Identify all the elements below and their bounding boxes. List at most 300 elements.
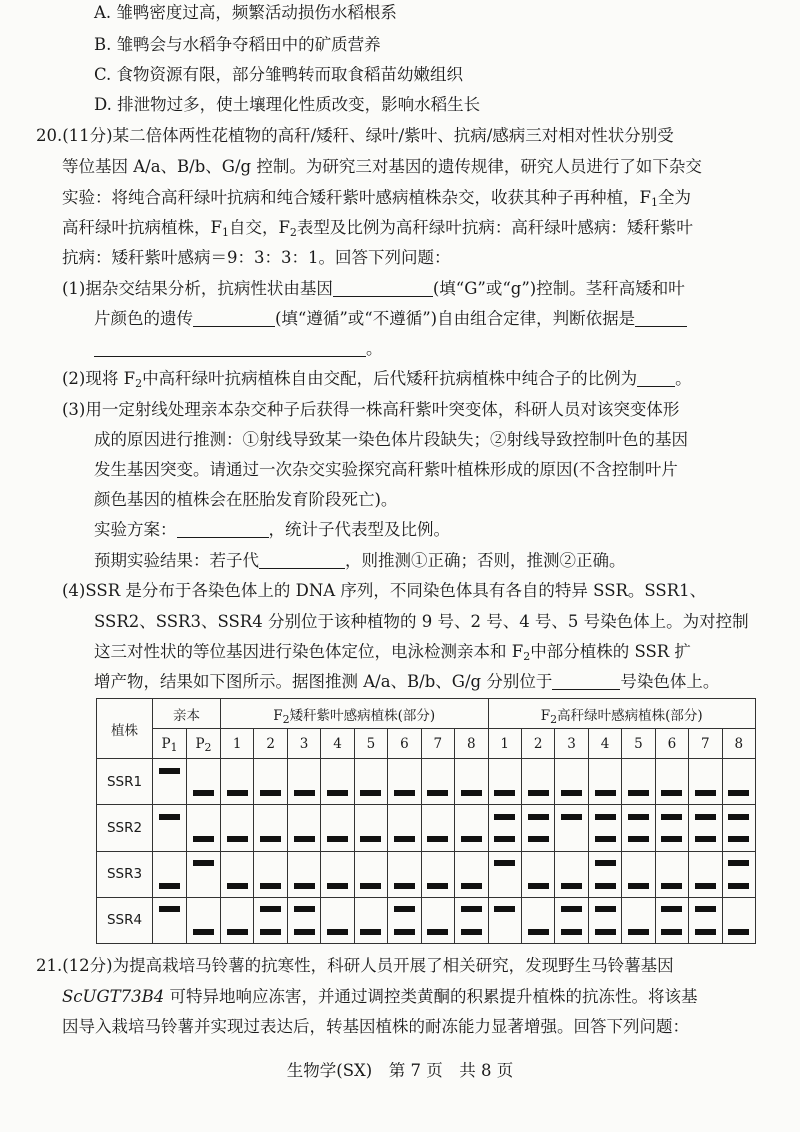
band-cell (655, 782, 688, 805)
band-cell (689, 874, 722, 897)
plant-number-header: 8 (722, 729, 755, 759)
electrophoresis-band (294, 836, 315, 842)
q20-line-1: 20.(11分)某二倍体两性花植物的高秆/矮秆、绿叶/紫叶、抗病/感病三对相对性状分别受 (36, 126, 674, 145)
plant-number-header: 3 (287, 729, 320, 759)
band-cell (187, 805, 221, 828)
band-cell (388, 805, 421, 828)
band-cell (254, 897, 287, 920)
band-cell (421, 759, 454, 782)
band-cell (521, 851, 554, 874)
electrophoresis-band (595, 883, 616, 889)
q20-line-4: 高秆绿叶抗病植株，$F_1$自交，$F_2$表型及比例为高秆绿叶抗病：高秆绿叶感病：矮秆紫叶 (62, 218, 693, 239)
q20-part2: (2)现将 $F_2$中高秆绿叶抗病植株自由交配，后代矮秆抗病植株中纯合子的比例为 。 (62, 369, 692, 390)
plant-number-header: 6 (655, 729, 688, 759)
electrophoresis-band (595, 929, 616, 935)
band-cell (455, 759, 488, 782)
band-row-lower (97, 782, 756, 805)
band-cell (455, 897, 488, 920)
q20-part1-line-3: 。 (94, 339, 383, 359)
q20-part3-line-2: 成的原因进行推测：①射线导致某一染色体片段缺失；②射线导致控制叶色的基因 (94, 430, 688, 449)
band-row-upper (97, 897, 756, 920)
band-cell (521, 805, 554, 828)
electrophoresis-band (227, 790, 248, 796)
electrophoresis-band (327, 790, 348, 796)
band-cell (421, 874, 454, 897)
q20-part3-plan: 实验方案： ，统计子代表型及比例。 (94, 520, 450, 539)
electrophoresis-band (427, 929, 448, 935)
electrophoresis-band (695, 883, 716, 889)
band-cell (221, 828, 254, 851)
q21-line-1: 21.(12分)为提高栽培马铃薯的抗寒性，科研人员开展了相关研究，发现野生马铃薯基因 (36, 956, 674, 975)
band-cell (488, 874, 521, 897)
electrophoresis-band (461, 790, 482, 796)
electrophoresis-band (595, 860, 616, 866)
band-cell (689, 828, 722, 851)
band-cell (488, 828, 521, 851)
band-cell (655, 805, 688, 828)
plant-number-header: 7 (689, 729, 722, 759)
electrophoresis-band (695, 929, 716, 935)
band-cell (321, 828, 354, 851)
band-cell (521, 897, 554, 920)
band-cell (287, 828, 320, 851)
electrophoresis-band (260, 929, 281, 935)
band-cell (588, 897, 621, 920)
band-cell (321, 897, 354, 920)
electrophoresis-band (227, 883, 248, 889)
electrophoresis-band (595, 836, 616, 842)
band-cell (455, 851, 488, 874)
band-cell (153, 874, 187, 897)
electrophoresis-band (561, 929, 582, 935)
electrophoresis-band (461, 929, 482, 935)
band-cell (521, 874, 554, 897)
band-cell (354, 828, 387, 851)
band-cell (455, 805, 488, 828)
band-cell (622, 782, 655, 805)
q20-part3-line-3: 发生基因突变。请通过一次杂交实验探究高秆紫叶植株形成的原因(不含控制叶片 (94, 460, 678, 479)
band-cell (722, 874, 755, 897)
plant-number-header: 5 (354, 729, 387, 759)
band-cell (655, 874, 688, 897)
electrophoresis-band (628, 836, 649, 842)
q20-part4-line-3: 这三对性状的等位基因进行染色体定位，电泳检测亲本和 $F_2$中部分植株的 SSR 扩 (94, 642, 691, 663)
band-cell (722, 759, 755, 782)
plant-number-header: 3 (555, 729, 588, 759)
electrophoresis-band (294, 906, 315, 912)
band-cell (254, 828, 287, 851)
band-cell (488, 782, 521, 805)
electrophoresis-band (227, 836, 248, 842)
electrophoresis-band (260, 836, 281, 842)
table-subheader-row (97, 729, 756, 759)
band-cell (221, 874, 254, 897)
answer-blank[interactable] (193, 310, 275, 327)
electrophoresis-band (728, 860, 749, 866)
electrophoresis-band (260, 906, 281, 912)
band-cell (221, 897, 254, 920)
band-cell (153, 805, 187, 828)
electrophoresis-band (360, 790, 381, 796)
band-row-upper (97, 851, 756, 874)
electrophoresis-band (661, 814, 682, 820)
electrophoresis-band (628, 814, 649, 820)
electrophoresis-band (193, 790, 214, 796)
electrophoresis-band (394, 790, 415, 796)
band-cell (287, 782, 320, 805)
electrophoresis-band (561, 790, 582, 796)
electrophoresis-band (260, 790, 281, 796)
plant-number-header: 6 (388, 729, 421, 759)
p2-header: $P_2$ (187, 729, 221, 759)
band-cell (488, 851, 521, 874)
electrophoresis-band (360, 836, 381, 842)
band-cell (187, 759, 221, 782)
electrophoresis-band (327, 929, 348, 935)
electrophoresis-band (294, 883, 315, 889)
electrophoresis-band (661, 906, 682, 912)
band-cell (287, 851, 320, 874)
band-cell (521, 782, 554, 805)
band-cell (187, 851, 221, 874)
q21-line-2: ScUGT73B4 可特异地响应冻害，并通过调控类黄酮的积累提升植株的抗冻性。将该基 (62, 987, 698, 1006)
band-cell (321, 805, 354, 828)
table-header-row (97, 699, 756, 729)
band-cell (153, 759, 187, 782)
electrophoresis-band (595, 790, 616, 796)
q21-line-3: 因导入栽培马铃薯并实现过表达后，转基因植株的耐冻能力显著增强。回答下列问题： (62, 1017, 689, 1036)
electrophoresis-band (294, 790, 315, 796)
electrophoresis-band (193, 860, 214, 866)
band-cell (354, 782, 387, 805)
band-cell (254, 759, 287, 782)
band-cell (655, 851, 688, 874)
band-cell (254, 920, 287, 943)
q20-part1-line-2: 片颜色的遗传 (填“遵循”或“不遵循”)自由组合定律，判断依据是 (94, 309, 687, 329)
electrophoresis-band (394, 836, 415, 842)
electrophoresis-band (294, 929, 315, 935)
band-cell (287, 805, 320, 828)
page-footer: 生物学(SX) 第 7 页 共 8 页 (286, 1061, 514, 1080)
band-cell (588, 782, 621, 805)
band-cell (153, 920, 187, 943)
band-cell (622, 897, 655, 920)
band-cell (321, 759, 354, 782)
band-row-lower (97, 920, 756, 943)
band-cell (488, 759, 521, 782)
band-cell (388, 897, 421, 920)
plant-number-header: 1 (221, 729, 254, 759)
parent-header: 亲本 (153, 699, 221, 729)
band-cell (254, 874, 287, 897)
band-cell (555, 920, 588, 943)
band-cell (722, 920, 755, 943)
answer-blank[interactable] (635, 310, 687, 327)
band-cell (287, 759, 320, 782)
band-cell (388, 874, 421, 897)
option-b: B. 雏鸭会与水稻争夺稻田中的矿质营养 (94, 35, 381, 54)
electrophoresis-band (260, 883, 281, 889)
electrophoresis-band (628, 790, 649, 796)
band-cell (588, 759, 621, 782)
band-cell (488, 805, 521, 828)
band-cell (321, 874, 354, 897)
band-cell (622, 851, 655, 874)
band-cell (488, 920, 521, 943)
electrophoresis-band (695, 790, 716, 796)
electrophoresis-band (661, 929, 682, 935)
option-a: A. 雏鸭密度过高，频繁活动损伤水稻根系 (94, 3, 397, 22)
band-cell (221, 759, 254, 782)
band-cell (555, 828, 588, 851)
ssr-marker-label: SSR1 (97, 759, 153, 805)
electrophoresis-band (628, 883, 649, 889)
q20-part3-line-4: 颜色基因的植株会在胚胎发育阶段死亡)。 (94, 490, 398, 509)
band-cell (187, 828, 221, 851)
band-cell (689, 805, 722, 828)
electrophoresis-band (595, 906, 616, 912)
band-cell (455, 782, 488, 805)
electrophoresis-band (394, 929, 415, 935)
band-cell (689, 851, 722, 874)
electrophoresis-band (461, 883, 482, 889)
option-d: D. 排泄物过多，使土壤理化性质改变，影响水稻生长 (94, 95, 481, 114)
band-cell (588, 920, 621, 943)
group1-header: $F_2$矮秆紫叶感病植株(部分) (221, 699, 489, 729)
band-cell (321, 920, 354, 943)
electrophoresis-band (528, 814, 549, 820)
electrophoresis-band (561, 883, 582, 889)
band-cell (622, 920, 655, 943)
electrophoresis-band (695, 814, 716, 820)
q20-part3-expect: 预期实验结果：若子代 ，则推测①正确；否则，推测②正确。 (94, 551, 626, 570)
band-row-upper (97, 805, 756, 828)
band-cell (488, 897, 521, 920)
electrophoresis-band (528, 883, 549, 889)
group2-header: $F_2$高秆绿叶感病植株(部分) (488, 699, 756, 729)
band-cell (421, 897, 454, 920)
band-cell (655, 920, 688, 943)
band-cell (254, 805, 287, 828)
q20-number: 20. (36, 126, 63, 145)
band-cell (254, 782, 287, 805)
electrophoresis-band (159, 906, 180, 912)
electrophoresis-band (327, 836, 348, 842)
electrophoresis-band (728, 836, 749, 842)
band-cell (622, 828, 655, 851)
ssr-marker-label: SSR4 (97, 897, 153, 943)
band-cell (421, 828, 454, 851)
electrophoresis-band (159, 883, 180, 889)
band-cell (254, 851, 287, 874)
ssr-marker-label: SSR2 (97, 805, 153, 851)
band-cell (555, 897, 588, 920)
band-cell (689, 782, 722, 805)
q20-part4-line-4: 增产物，结果如下图所示。据图推测 A/a、B/b、G/g 分别位于 号染色体上。 (94, 672, 720, 691)
band-cell (421, 851, 454, 874)
electrophoresis-band (394, 906, 415, 912)
band-cell (722, 897, 755, 920)
electrophoresis-band (427, 790, 448, 796)
band-cell (321, 851, 354, 874)
electrophoresis-band (427, 883, 448, 889)
electrophoresis-band (494, 790, 515, 796)
electrophoresis-band (561, 906, 582, 912)
band-cell (588, 851, 621, 874)
q20-line-3: 实验：将纯合高秆绿叶抗病和纯合矮秆紫叶感病植株杂交，收获其种子再种植，$F_1$全为 (62, 188, 691, 209)
answer-blank[interactable] (333, 280, 433, 297)
plant-number-header: 1 (488, 729, 521, 759)
band-row-upper (97, 759, 756, 782)
band-row-lower (97, 828, 756, 851)
answer-blank[interactable] (94, 340, 366, 357)
electrophoresis-band (728, 814, 749, 820)
band-cell (622, 805, 655, 828)
q21-number: 21. (36, 956, 63, 975)
electrophoresis-band (327, 883, 348, 889)
electrophoresis-band (494, 906, 515, 912)
band-cell (153, 851, 187, 874)
corner-header: 植株 (97, 699, 153, 759)
band-cell (421, 782, 454, 805)
band-cell (388, 920, 421, 943)
electrophoresis-band (193, 836, 214, 842)
band-cell (287, 874, 320, 897)
band-cell (689, 897, 722, 920)
band-cell (722, 805, 755, 828)
band-cell (187, 782, 221, 805)
band-cell (588, 805, 621, 828)
band-cell (689, 759, 722, 782)
answer-blank[interactable] (177, 521, 269, 538)
electrophoresis-band (360, 929, 381, 935)
electrophoresis-band (628, 929, 649, 935)
electrophoresis-band (227, 929, 248, 935)
band-cell (655, 897, 688, 920)
band-cell (153, 828, 187, 851)
band-cell (187, 874, 221, 897)
band-cell (555, 759, 588, 782)
band-cell (588, 828, 621, 851)
electrophoresis-band (661, 790, 682, 796)
band-cell (354, 805, 387, 828)
band-cell (521, 828, 554, 851)
band-cell (555, 782, 588, 805)
answer-blank[interactable] (259, 552, 345, 569)
gene-name: ScUGT73B4 (62, 987, 165, 1006)
band-cell (221, 782, 254, 805)
band-cell (722, 828, 755, 851)
band-cell (521, 759, 554, 782)
electrophoresis-band (728, 790, 749, 796)
band-cell (287, 897, 320, 920)
q20-part1-line-1: (1)据杂交结果分析，抗病性状由基因 (填“G”或“g”)控制。茎秆高矮和叶 (62, 279, 685, 298)
electrophoresis-band (427, 836, 448, 842)
electrophoresis-band (494, 860, 515, 866)
plant-number-header: 5 (622, 729, 655, 759)
ssr-marker-label: SSR3 (97, 851, 153, 897)
electrophoresis-band (728, 929, 749, 935)
band-cell (622, 874, 655, 897)
answer-blank[interactable] (637, 370, 675, 387)
plant-number-header: 2 (521, 729, 554, 759)
band-cell (153, 782, 187, 805)
electrophoresis-band (394, 883, 415, 889)
band-cell (153, 897, 187, 920)
p1-header: $P_1$ (153, 729, 187, 759)
band-cell (388, 851, 421, 874)
electrophoresis-band (494, 836, 515, 842)
band-cell (354, 759, 387, 782)
band-cell (555, 851, 588, 874)
band-cell (655, 828, 688, 851)
q20-line-2: 等位基因 A/a、B/b、G/g 控制。为研究三对基因的遗传规律，研究人员进行了如下杂交 (62, 157, 702, 176)
plant-number-header: 7 (421, 729, 454, 759)
band-cell (287, 920, 320, 943)
q20-part3-line-1: (3)用一定射线处理亲本杂交种子后获得一株高秆紫叶突变体，科研人员对该突变体形 (62, 400, 680, 419)
band-cell (221, 851, 254, 874)
electrophoresis-band (528, 836, 549, 842)
band-cell (354, 874, 387, 897)
electrophoresis-band (661, 883, 682, 889)
band-row-lower (97, 874, 756, 897)
answer-blank[interactable] (552, 673, 620, 690)
band-cell (354, 897, 387, 920)
band-cell (187, 920, 221, 943)
electrophoresis-band (728, 883, 749, 889)
band-cell (622, 759, 655, 782)
option-c: C. 食物资源有限，部分雏鸭转而取食稻苗幼嫩组织 (94, 65, 464, 84)
band-cell (354, 920, 387, 943)
band-cell (221, 920, 254, 943)
band-cell (388, 782, 421, 805)
q20-line-5: 抗病：矮秆紫叶感病＝9：3：3：1。回答下列问题： (62, 248, 451, 267)
band-cell (588, 874, 621, 897)
band-cell (221, 805, 254, 828)
electrophoresis-band (695, 836, 716, 842)
band-cell (555, 874, 588, 897)
band-cell (187, 897, 221, 920)
band-cell (421, 805, 454, 828)
band-cell (455, 920, 488, 943)
electrophoresis-band (360, 883, 381, 889)
electrophoresis-band (595, 814, 616, 820)
band-cell (655, 759, 688, 782)
band-cell (722, 782, 755, 805)
band-cell (455, 828, 488, 851)
electrophoresis-band (461, 836, 482, 842)
electrophoresis-band (561, 814, 582, 820)
electrophoresis-band (461, 906, 482, 912)
q20-part4-line-1: (4)SSR 是分布于各染色体上的 DNA 序列，不同染色体具有各自的特异 SSR。SSR1、 (62, 581, 707, 600)
plant-number-header: 8 (455, 729, 488, 759)
band-cell (354, 851, 387, 874)
band-cell (388, 828, 421, 851)
electrophoresis-band (494, 814, 515, 820)
band-cell (455, 874, 488, 897)
plant-number-header: 4 (588, 729, 621, 759)
band-cell (421, 920, 454, 943)
electrophoresis-band (528, 790, 549, 796)
band-cell (388, 759, 421, 782)
electrophoresis-band (528, 929, 549, 935)
band-cell (521, 920, 554, 943)
band-cell (722, 851, 755, 874)
ssr-electrophoresis-table (96, 698, 756, 944)
electrophoresis-band (193, 929, 214, 935)
electrophoresis-band (159, 814, 180, 820)
q20-part4-line-2: SSR2、SSR3、SSR4 分别位于该种植物的 9 号、2 号、4 号、5 号染色体上。为对控制 (94, 612, 749, 631)
